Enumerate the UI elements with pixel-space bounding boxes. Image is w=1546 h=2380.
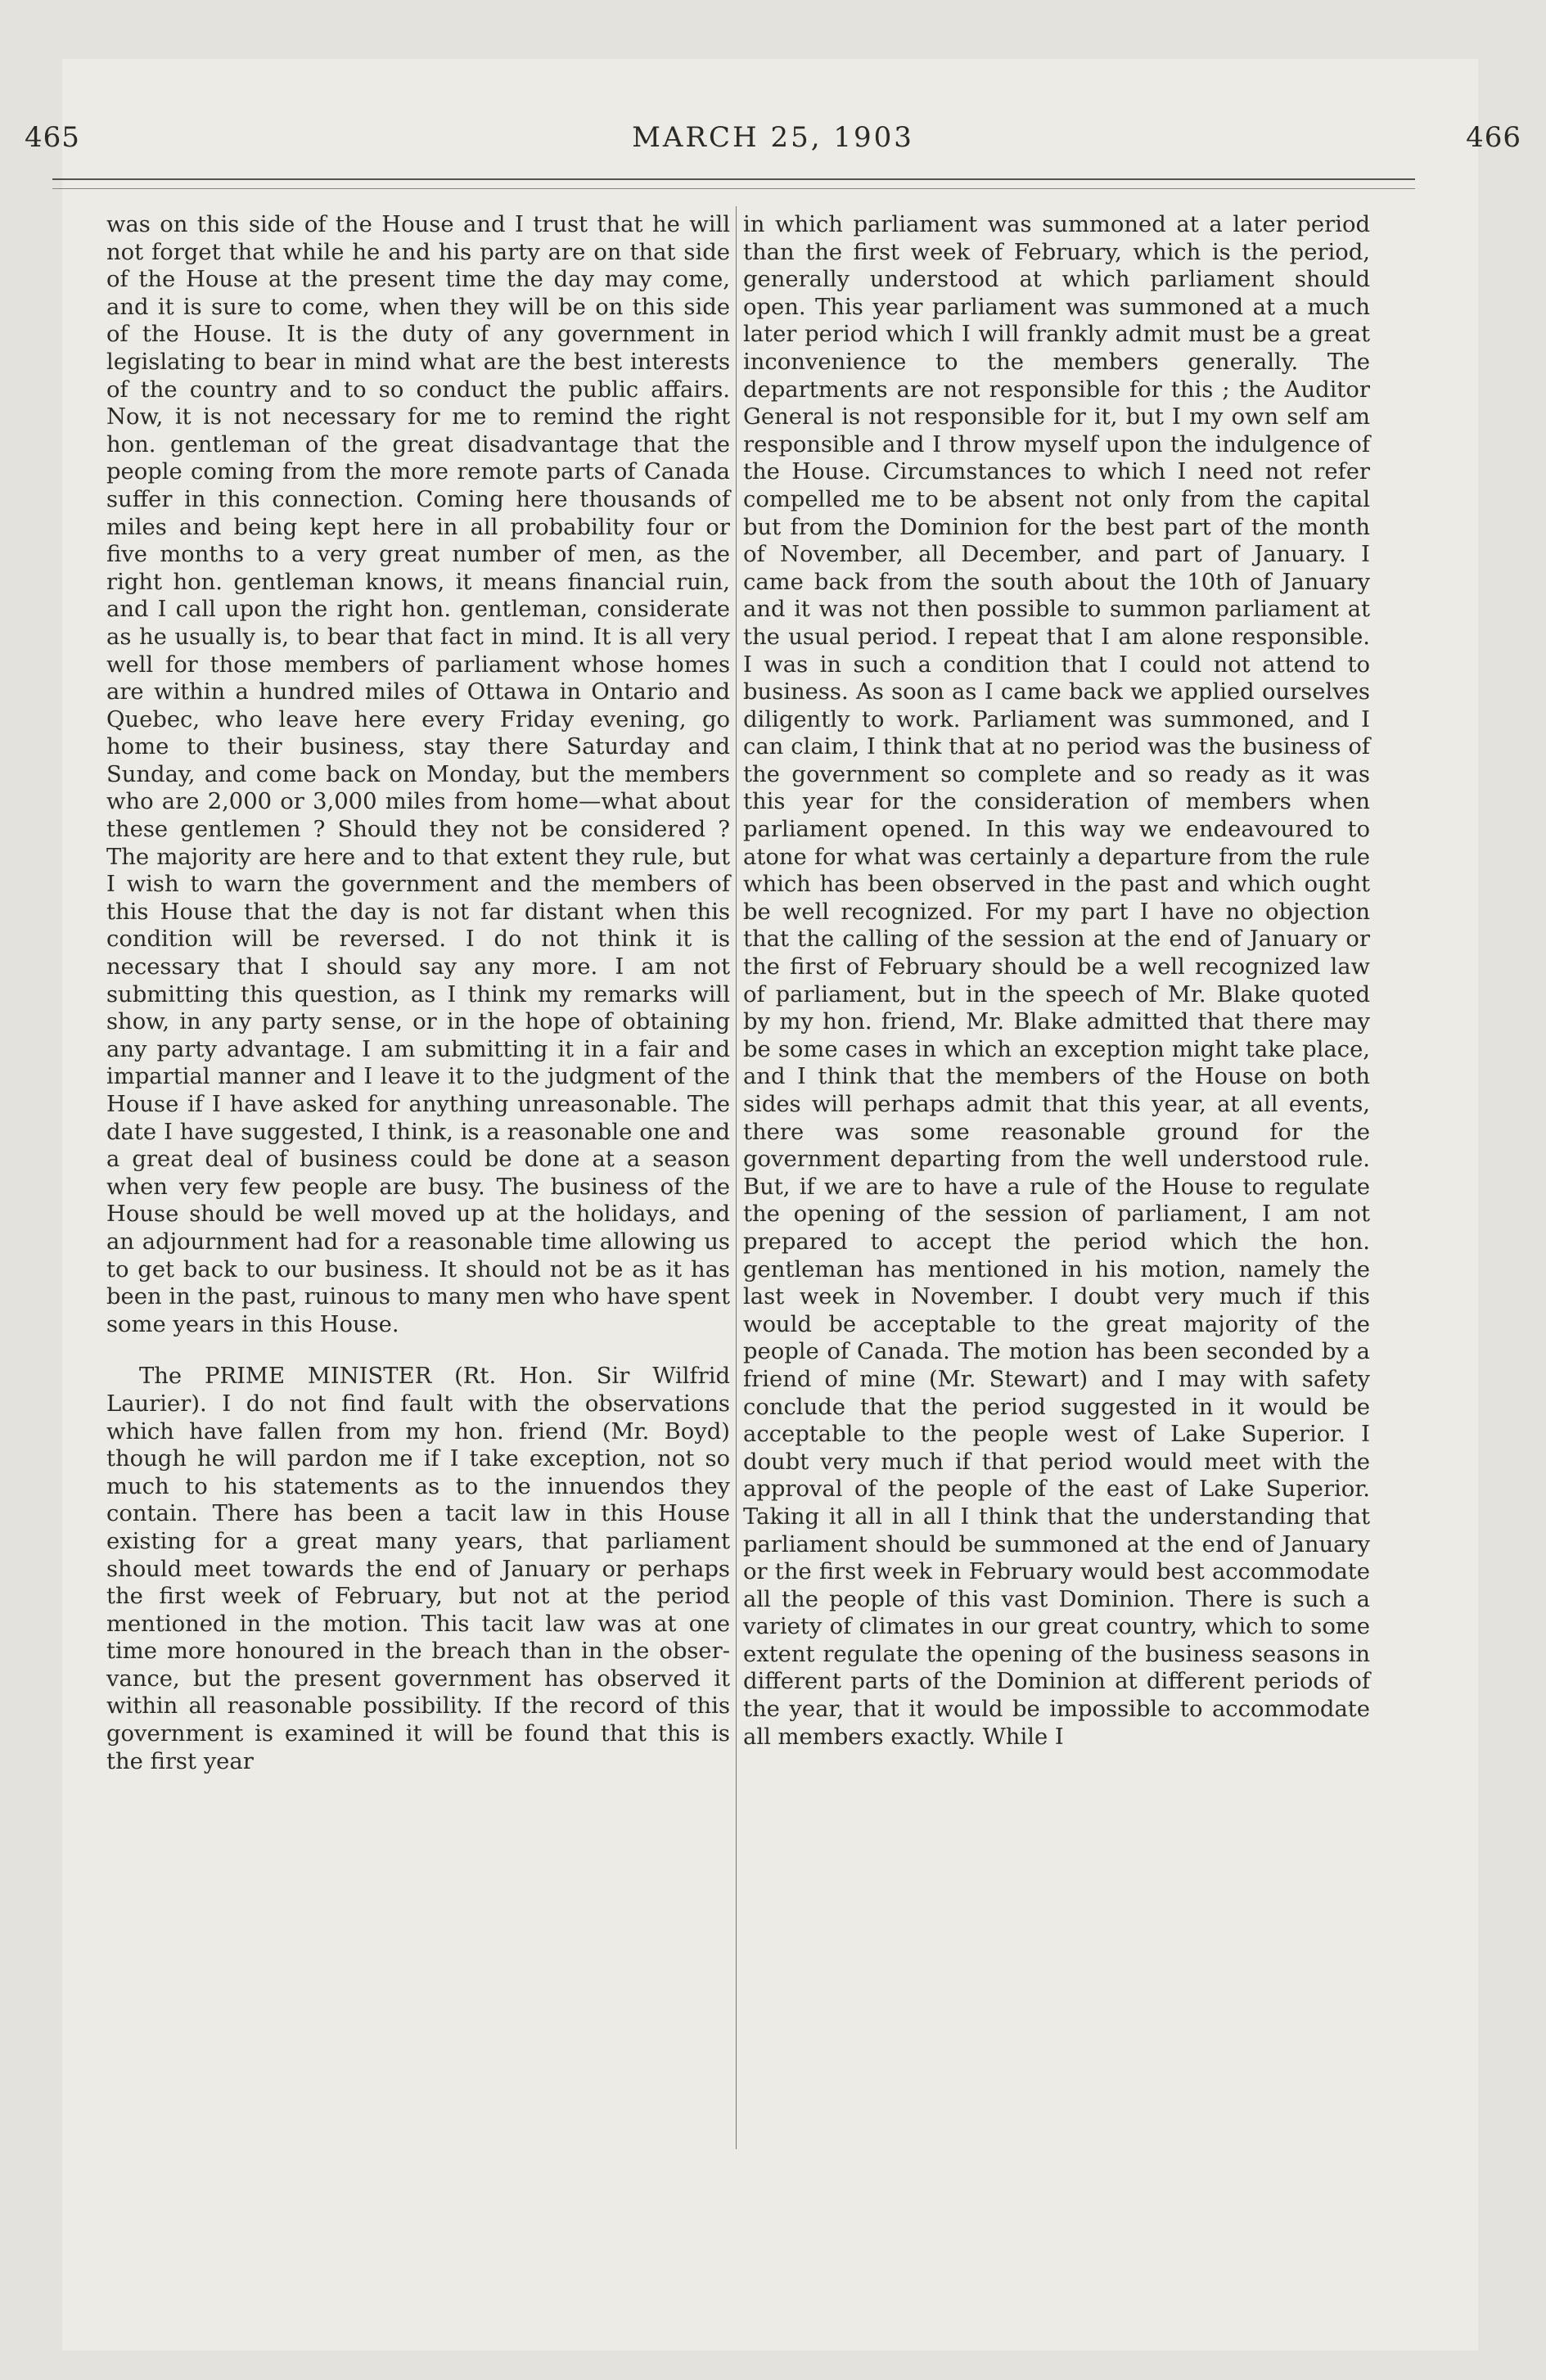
column-divider bbox=[736, 206, 737, 2149]
right-paragraph-1: in which parliament was summoned at a later period than the first week of February, which is the period, generally understood at which parliament should open. This year parliament was summoned at a much later period which I will frankly admit must be a great inconvenience to the members generally. The departments are not responsible for this ; the Auditor General is not responsible for it, but I my own self am responsible and I throw myself upon the indulgence of the House. Circumstances to which I need not refer compelled me to be absent not only from the capital but from the Dominion for the best part of the month of November, all December, and part of January. I came back from the south about the 10th of January and it was not then possible to summon parliament at the usual period. I repeat that I am alone responsible. I was in such a condition that I could not attend to business. As soon as I came back we applied ourselves diligently to work. Parliament was summoned, and I can claim, I think that at no period was the business of the government so complete and so ready as it was this year for the consideration of members when parliament opened. In this way we endeavoured to atone for what was certainly a departure from the rule which has been observed in the past and which ought be well recognized. For my part I have no objection that the calling of the session at the end of January or the first of February should be a well recognized law of parliament, but in the speech of Mr. Blake quoted by my hon. friend, Mr. Blake admitted that there may be some cases in which an exception might take place, and I think that the members of the House on both sides will perhaps admit that this year, at all events, there was some reasonable ground for the government departing from the well understood rule. But, if we are to have a rule of the House to regulate the opening of the session of parliament, I am not prepared to accept the period which the hon. gentleman has mentioned in his motion, namely the last week in November. I doubt very much if this would be acceptable to the great majority of the people of Canada. The motion has been seconded by a friend of mine (Mr. Stewart) and I may with safety conclude that the period suggested in it would be acceptable to the people west of Lake Superior. I doubt very much if that period would meet with the approval of the people of the east of Lake Superior. Taking it all in all I think that the understanding that parliament should be summoned at the end of January or the first week in February would best accommodate all the people of this vast Dominion. There is such a variety of climates in our great country, which to some extent regulate the opening of the business seasons in different parts of the Dominion at different periods of the year, that it would be impossible to accommodate all members exactly. While I bbox=[743, 212, 1370, 1750]
left-column bbox=[106, 211, 730, 1775]
right-column bbox=[743, 211, 1370, 1751]
page-number-left: 465 bbox=[25, 121, 80, 154]
left-paragraph-2: The PRIME MINISTER (Rt. Hon. Sir Wilfrid Laurier). I do not find fault with the observations which have fallen from my hon. friend (Mr. Boyd) though he will pardon me if I take exception, not so much to his statements as to the innuendos they contain. There has been a tacit law in this House existing for a great many years, that parliament should meet towards the end of January or perhaps the first week of February, but not at the period mentioned in the motion. This tacit law was at one time more honoured in the breach than in the observance, but the present government has observed it within all reasonable possibility. If the record of this government is examined it will be found that this is the first year bbox=[106, 1364, 730, 1774]
page-header bbox=[25, 121, 1521, 170]
page-date-title: MARCH 25, 1903 bbox=[632, 121, 914, 154]
header-rule-thin bbox=[52, 188, 1415, 189]
header-rule bbox=[52, 178, 1415, 180]
left-paragraph-1: was on this side of the House and I trust that he will not forget that while he and his party are on that side of the House at the present time the day may come, and it is sure to come, when they will be on this side of the House. It is the duty of any government in legislating to bear in mind what are the best interests of the country and to so conduct the public affairs. Now, it is not necessary for me to remind the right hon. gentleman of the great disadvantage that the people coming from the more remote parts of Canada suffer in this connection. Coming here thousands of miles and being kept here in all probability four or five months to a very great number of men, as the right hon. gentleman knows, it means financial ruin, and I call upon the right hon. gentleman, considerate as he usually is, to bear that fact in mind. It is all very well for those members of parliament whose homes are within a hundred miles of Ottawa in Ontario and Quebec, who leave here every Friday evening, go home to their business, stay there Saturday and Sunday, and come back on Monday, but the members who are 2,000 or 3,000 miles from home—what about these gentlemen ? Should they not be considered ? The majority are here and to that extent they rule, but I wish to warn the government and the members of this House that the day is not far distant when this condition will be reversed. I do not think it is necessary that I should say any more. I am not submitting this question, as I think my remarks will show, in any party sense, or in the hope of obtaining any party advantage. I am submitting it in a fair and impartial manner and I leave it to the judgment of the House if I have asked for anything unreasonable. The date I have suggested, I think, is a reasonable one and a great deal of business could be done at a season when very few people are busy. The business of the House should be well moved up at the holidays, and an adjournment had for a reasonable time allowing us to get back to our business. It should not be as it has been in the past, ruinous to many men who have spent some years in this House. bbox=[106, 212, 730, 1337]
page-number-right: 466 bbox=[1466, 121, 1521, 154]
